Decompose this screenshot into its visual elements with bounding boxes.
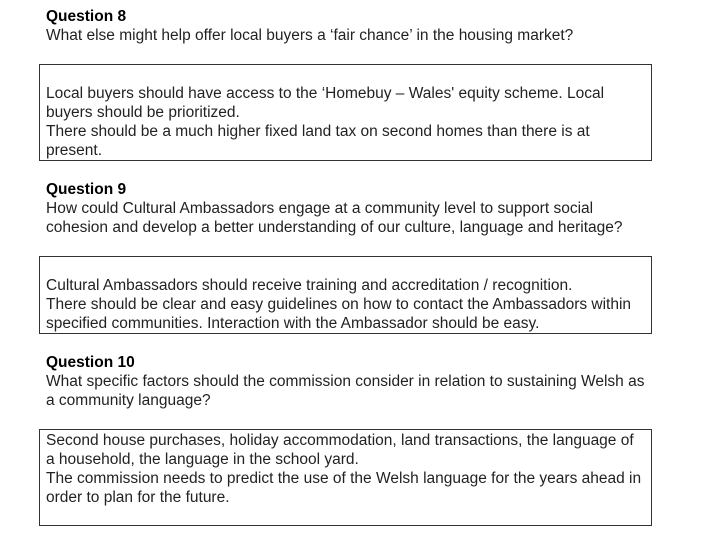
question-10-answer-box[interactable] xyxy=(39,429,652,526)
question-10-title: Question 10 xyxy=(46,354,135,371)
question-9-text: How could Cultural Ambassadors engage at a community level to support social cohesion and develop a better understanding of our culture, language and heritage? xyxy=(46,200,623,236)
question-8-text: What else might help offer local buyers a ‘fair chance’ in the housing market? xyxy=(46,27,574,44)
question-8-answer-box[interactable] xyxy=(39,64,652,161)
question-10-text: What specific factors should the commission consider in relation to sustaining Welsh as a community language? xyxy=(46,373,645,409)
question-9-title: Question 9 xyxy=(46,181,127,198)
question-8-title: Question 8 xyxy=(46,8,127,25)
question-9-answer-box[interactable] xyxy=(39,256,652,334)
question-8-answer-paragraph-1: Local buyers should have access to the ‘Homebuy – Wales' equity scheme. Local buyers should be prioritized. xyxy=(46,85,605,121)
question-9-answer-paragraph-1: Cultural Ambassadors should receive training and accreditation / recognition. xyxy=(46,277,573,294)
question-8-answer-paragraph-2: There should be a much higher fixed land tax on second homes than there is at present. xyxy=(46,123,590,159)
question-10-answer-paragraph-1: Second house purchases, holiday accommodation, land transactions, the language of a household, the language in the school yard. xyxy=(46,432,634,468)
question-9-answer-paragraph-2: There should be clear and easy guidelines on how to contact the Ambassadors within specified communities. Interaction with the Ambassador should be easy. xyxy=(46,296,632,332)
question-10-answer-paragraph-2: The commission needs to predict the use of the Welsh language for the years ahead in order to plan for the future. xyxy=(46,470,642,506)
